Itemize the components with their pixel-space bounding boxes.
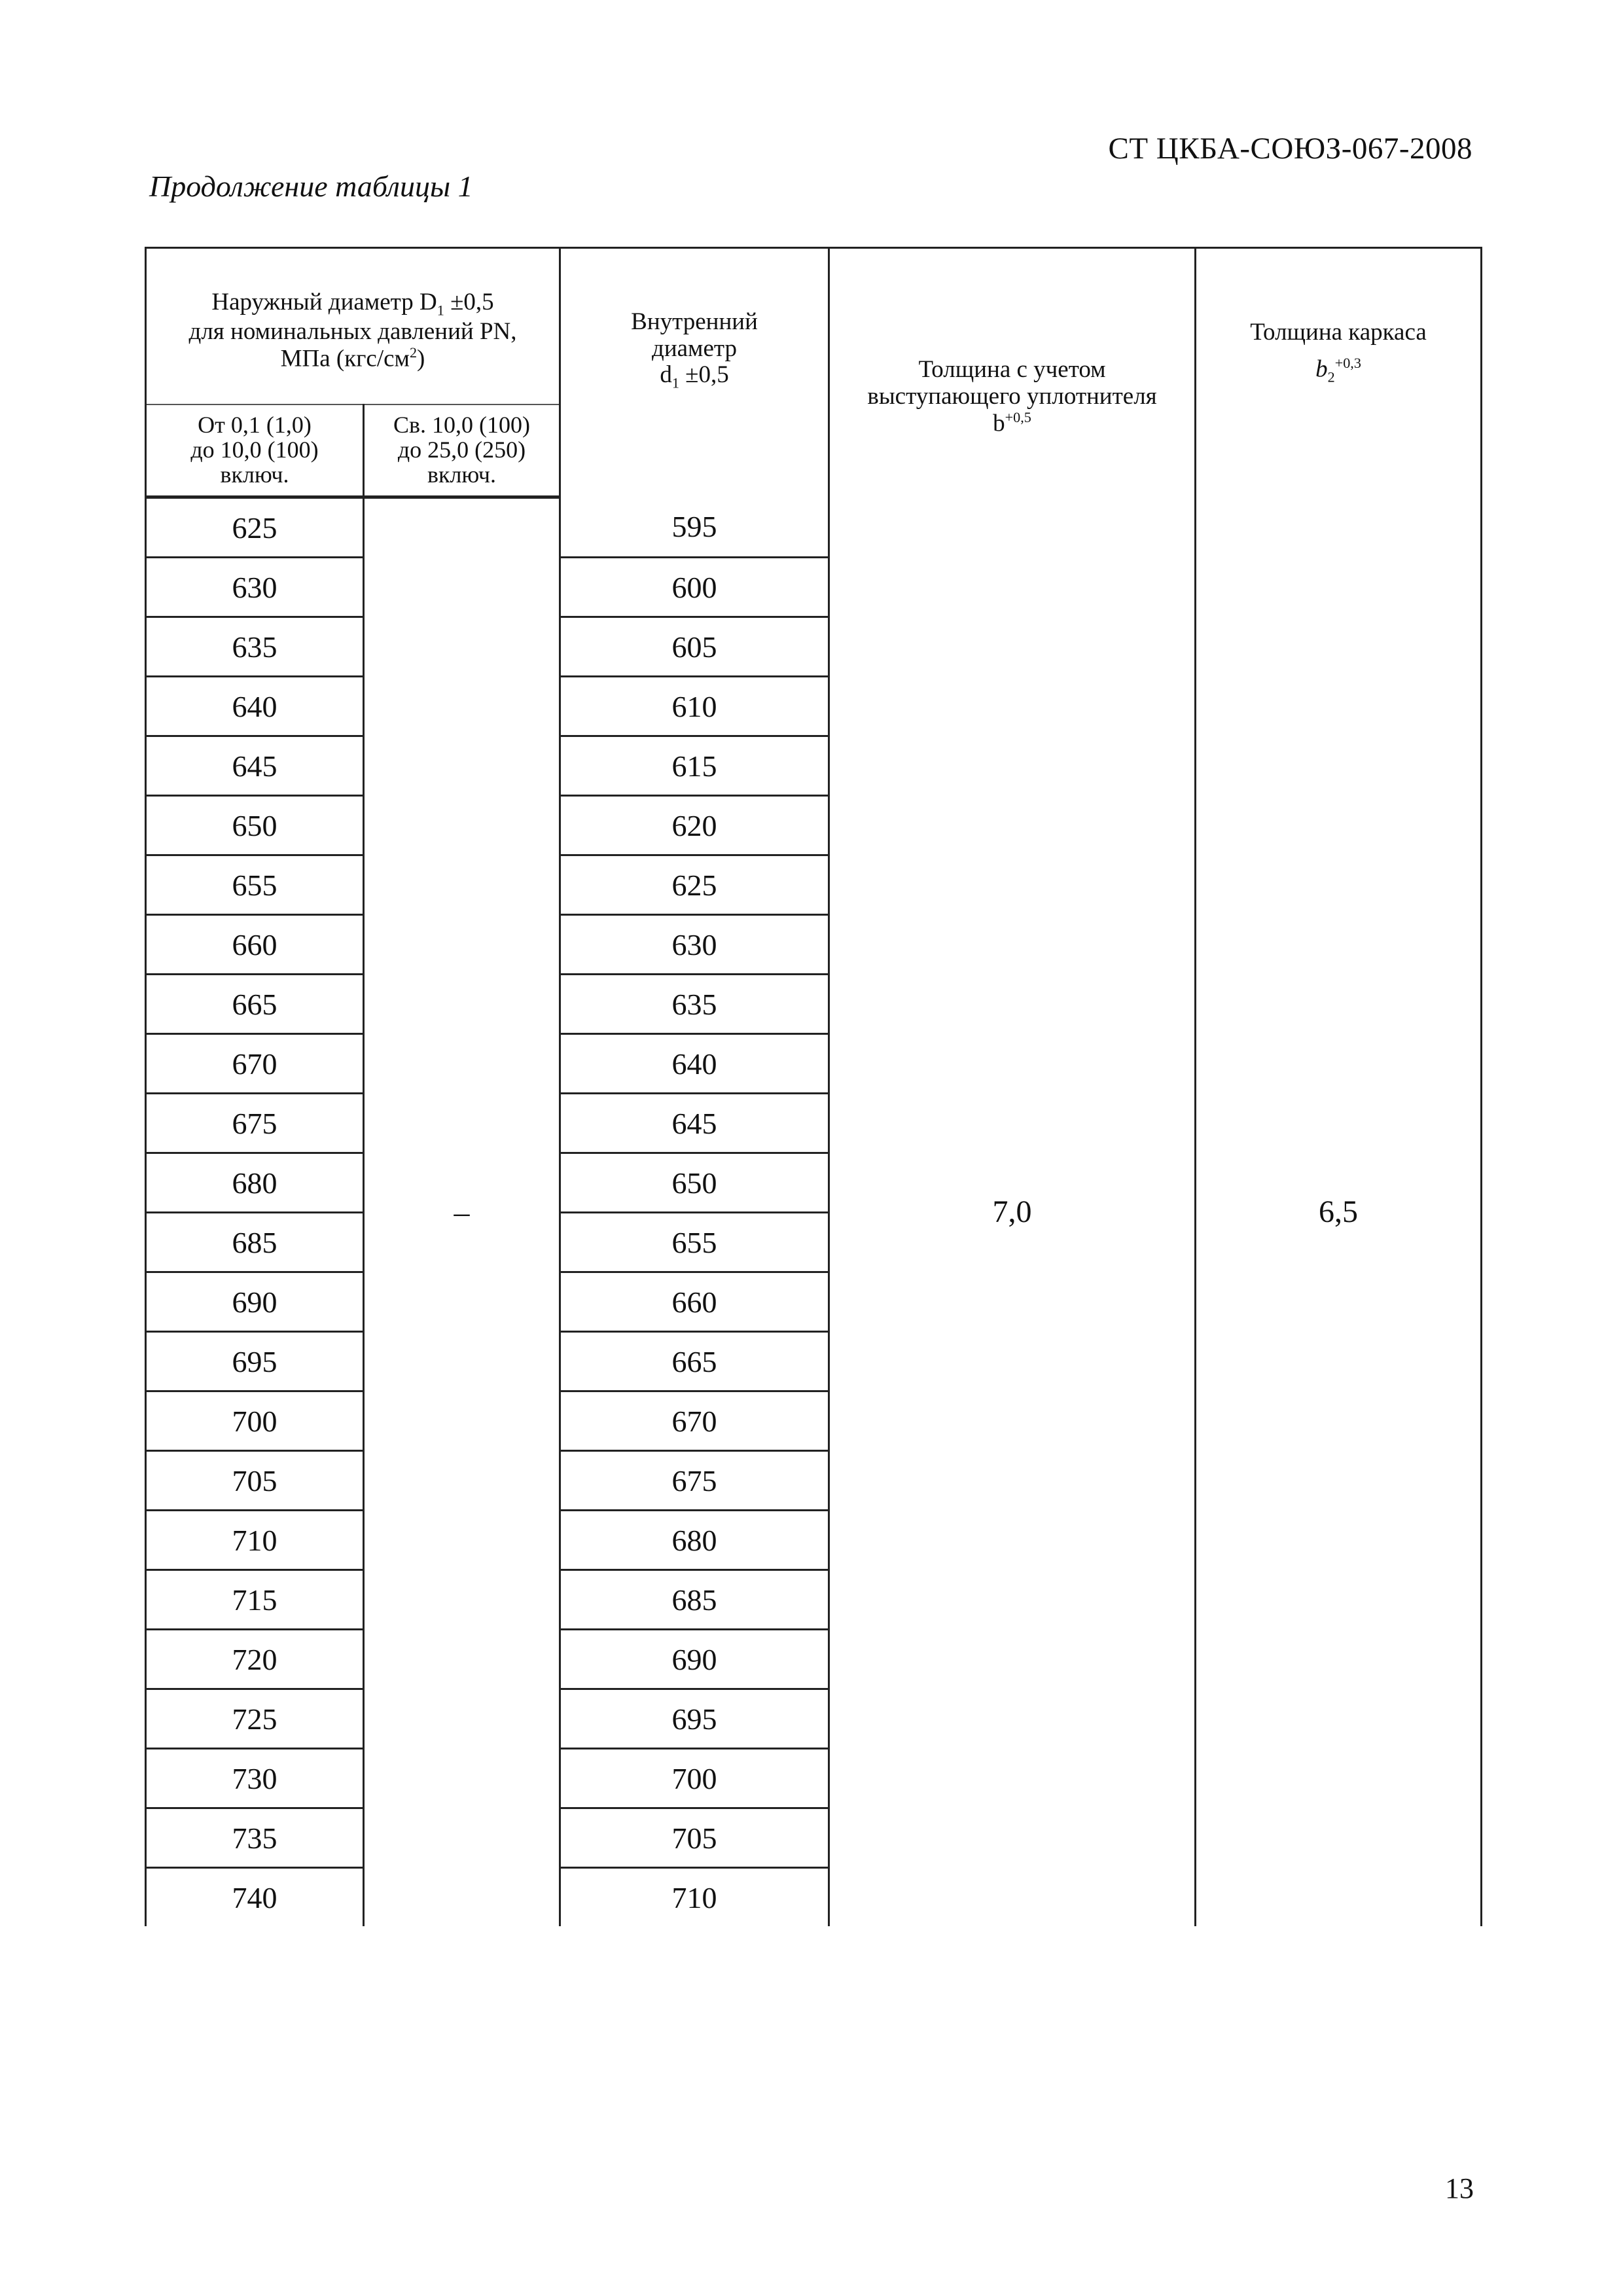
- outer-diameter-cell: 635: [146, 617, 364, 677]
- document-code: СТ ЦКБА-СОЮЗ-067-2008: [1108, 132, 1472, 166]
- outer-diameter-cell: 670: [146, 1034, 364, 1094]
- header-outer-diameter: Наружный диаметр $D_1 \pm 0,5$ для номинальных давлений PN, МПа $(кгс/см^2)$: [146, 248, 560, 405]
- outer-diameter-cell: 660: [146, 915, 364, 975]
- outer-diameter-cell: 630: [146, 558, 364, 617]
- inner-diameter-cell: 675: [560, 1451, 829, 1511]
- header-outer-low-pressure: От 0,1 (1,0) до 10,0 (100) включ.: [146, 404, 364, 497]
- inner-diameter-cell: 615: [560, 736, 829, 796]
- inner-diameter-cell: 700: [560, 1749, 829, 1808]
- frame-thickness-value-cell: 6,5: [1196, 497, 1482, 1927]
- outer-high-pressure-cell: [364, 497, 560, 1927]
- inner-diameter-cell: 660: [560, 1272, 829, 1332]
- header-inner-diameter: Внутренний диаметр $d_1 \pm 0,5$: [560, 248, 829, 497]
- outer-diameter-cell: 725: [146, 1689, 364, 1749]
- inner-diameter-cell: 640: [560, 1034, 829, 1094]
- outer-diameter-cell: 700: [146, 1391, 364, 1451]
- inner-diameter-cell: 670: [560, 1391, 829, 1451]
- outer-diameter-cell: 730: [146, 1749, 364, 1808]
- outer-diameter-cell: 625: [146, 497, 364, 558]
- inner-diameter-cell: 635: [560, 975, 829, 1034]
- outer-diameter-cell: 695: [146, 1332, 364, 1391]
- inner-diameter-cell: 630: [560, 915, 829, 975]
- outer-diameter-cell: 675: [146, 1094, 364, 1153]
- outer-diameter-cell: 655: [146, 855, 364, 915]
- outer-diameter-cell: 735: [146, 1808, 364, 1868]
- dimensions-table: [145, 247, 1482, 1926]
- inner-diameter-cell: 655: [560, 1213, 829, 1272]
- inner-diameter-cell: 685: [560, 1570, 829, 1630]
- outer-diameter-cell: 645: [146, 736, 364, 796]
- dash-mark: –: [454, 1195, 470, 1230]
- inner-diameter-cell: 625: [560, 855, 829, 915]
- outer-diameter-cell: 680: [146, 1153, 364, 1213]
- inner-diameter-cell: 690: [560, 1630, 829, 1689]
- inner-diameter-cell: 665: [560, 1332, 829, 1391]
- thickness-value-cell: 7,0: [829, 497, 1196, 1927]
- inner-diameter-cell: 605: [560, 617, 829, 677]
- inner-diameter-cell: 620: [560, 796, 829, 855]
- inner-diameter-cell: 645: [560, 1094, 829, 1153]
- inner-diameter-cell: 650: [560, 1153, 829, 1213]
- inner-diameter-cell: 680: [560, 1511, 829, 1570]
- outer-diameter-cell: 690: [146, 1272, 364, 1332]
- page-number: 13: [1445, 2172, 1474, 2204]
- header-outer-high-pressure: Св. 10,0 (100) до 25,0 (250) включ.: [364, 404, 560, 497]
- outer-diameter-cell: 685: [146, 1213, 364, 1272]
- inner-diameter-cell: 710: [560, 1868, 829, 1927]
- inner-diameter-cell: 595: [560, 497, 829, 558]
- header-row: [146, 248, 1482, 405]
- header-thickness-with-seal: Толщина с учетом выступающего уплотнителя $b^{+0,5}$: [829, 248, 1196, 497]
- outer-diameter-cell: 740: [146, 1868, 364, 1927]
- inner-diameter-cell: 600: [560, 558, 829, 617]
- outer-diameter-cell: 665: [146, 975, 364, 1034]
- inner-diameter-cell: 610: [560, 677, 829, 736]
- outer-diameter-cell: 720: [146, 1630, 364, 1689]
- inner-diameter-cell: 705: [560, 1808, 829, 1868]
- outer-diameter-cell: 715: [146, 1570, 364, 1630]
- outer-diameter-cell: 710: [146, 1511, 364, 1570]
- header-frame-thickness: Толщина каркаса $b_2^{+0,3}$: [1196, 248, 1482, 497]
- outer-diameter-cell: 705: [146, 1451, 364, 1511]
- table-caption: Продолжение таблицы 1: [149, 170, 473, 203]
- inner-diameter-cell: 695: [560, 1689, 829, 1749]
- outer-diameter-cell: 640: [146, 677, 364, 736]
- table-row: [146, 497, 1482, 558]
- outer-diameter-cell: 650: [146, 796, 364, 855]
